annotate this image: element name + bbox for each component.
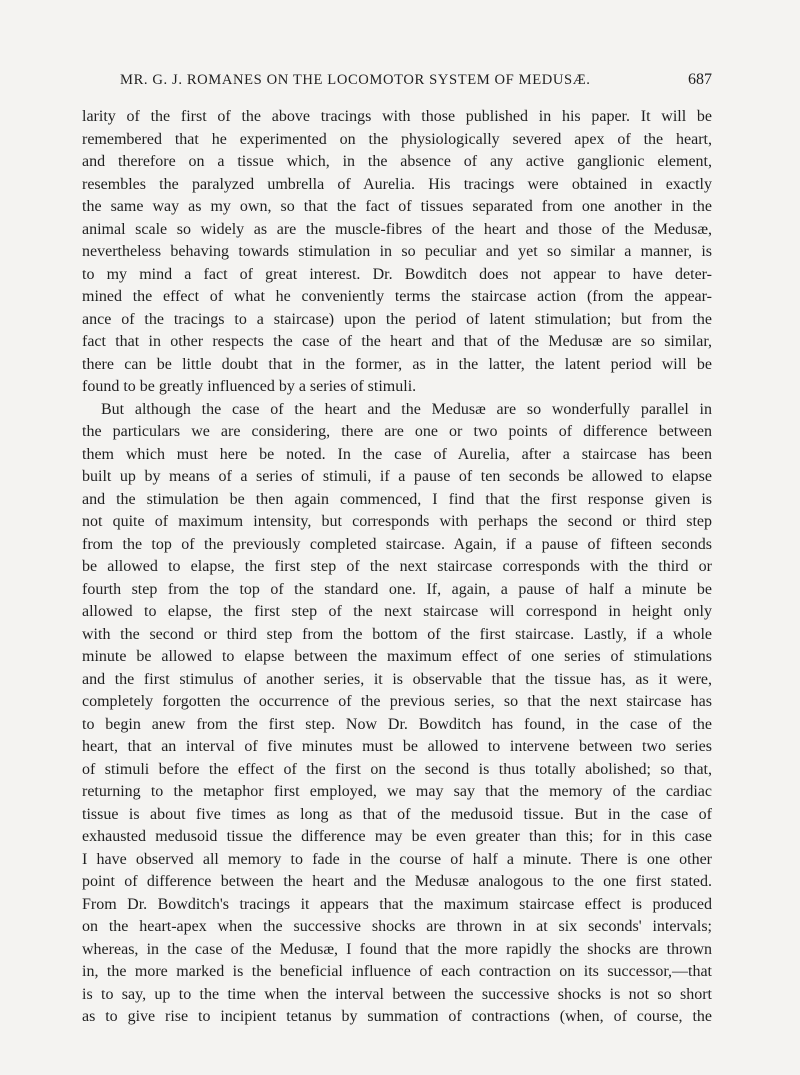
text-line: them which must here be noted. In the case of Aurelia, after a staircase has been [82, 445, 712, 463]
text-line: ance of the tracings to a staircase) upon the period of latent stimulation; but from the [82, 310, 712, 328]
text-line: point of difference between the heart and the Medusæ analogous to the one first stated. [82, 873, 712, 890]
text-line: and the first stimulus of another series, it is observable that the tissue has, as it were, [82, 670, 712, 688]
text-line: the same way as my own, so that the fact of tissues separated from one another in the [82, 198, 712, 215]
text-line: heart, that an interval of five minutes must be allowed to intervene between two series [82, 738, 712, 755]
text-line: from the top of the previously completed staircase. Again, if a pause of fifteen seconds [82, 535, 712, 553]
text-line: with the second or third step from the bottom of the first staircase. Lastly, if a whole [82, 625, 712, 643]
text-line: not quite of maximum intensity, but corresponds with perhaps the second or third step [82, 513, 712, 530]
text-line: From Dr. Bowditch's tracings it appears that the maximum staircase effect is produced [82, 895, 712, 913]
text-line: built up by means of a series of stimuli, if a pause of ten seconds be allowed to elapse [82, 468, 712, 485]
text-line: I have observed all memory to fade in the course of half a minute. There is one other [82, 850, 712, 868]
text-line: be allowed to elapse, the first step of the next staircase corresponds with the third or [82, 558, 712, 575]
body-text [82, 106, 712, 1029]
text-line: mined the effect of what he conveniently terms the staircase action (from the appear- [82, 288, 712, 305]
text-line: in, the more marked is the beneficial influence of each contraction on its successor,—that [82, 963, 712, 980]
text-line: exhausted medusoid tissue the difference may be even greater than this; for in this case [82, 828, 712, 845]
text-line: larity of the first of the above tracings with those published in his paper. It will be [82, 108, 712, 125]
text-line: But although the case of the heart and the Medusæ are so wonderfully parallel in [101, 400, 712, 418]
text-line: the particulars we are considering, there are one or two points of difference between [82, 423, 712, 440]
text-line: and the stimulation be then again commenced, I find that the first response given is [82, 490, 712, 508]
text-line: fact that in other respects the case of the heart and that of the Medusæ are so similar, [82, 333, 712, 350]
running-title: MR. G. J. ROMANES ON THE LOCOMOTOR SYSTEM OF MEDUSÆ. [120, 72, 591, 88]
text-line: whereas, in the case of the Medusæ, I found that the more rapidly the shocks are thrown [82, 940, 712, 958]
text-line: remembered that he experimented on the physiologically severed apex of the heart, [82, 130, 712, 148]
text-line: resembles the paralyzed umbrella of Aurelia. His tracings were obtained in exactly [82, 175, 712, 193]
text-line: returning to the metaphor first employed, we may say that the memory of the cardiac [82, 783, 712, 800]
text-line: tissue is about five times as long as that of the medusoid tissue. But in the case of [82, 805, 712, 823]
text-line: minute be allowed to elapse between the maximum effect of one series of stimulations [82, 648, 712, 665]
text-line: as to give rise to incipient tetanus by summation of contractions (when, of course, the [82, 1008, 712, 1025]
running-head [82, 72, 712, 96]
text-line: nevertheless behaving towards stimulation in so peculiar and yet so similar a manner, is [82, 243, 712, 260]
text-line: to my mind a fact of great interest. Dr. Bowditch does not appear to have deter- [82, 265, 712, 283]
text-line: allowed to elapse, the first step of the next staircase will correspond in height only [82, 603, 712, 620]
text-line: on the heart-apex when the successive shocks are thrown in at six seconds' intervals; [82, 918, 712, 935]
text-line: animal scale so widely as are the muscle-fibres of the heart and those of the Medusæ, [82, 220, 712, 238]
text-line: found to be greatly influenced by a series of stimuli. [82, 378, 417, 395]
text-line: there can be little doubt that in the former, as in the latter, the latent period will be [82, 355, 712, 373]
text-line: completely forgotten the occurrence of the previous series, so that the next staircase has [82, 693, 712, 710]
text-line: of stimuli before the effect of the first on the second is thus totally abolished; so that, [82, 760, 712, 778]
text-line: is to say, up to the time when the interval between the successive shocks is not so short [82, 985, 712, 1003]
text-line: and therefore on a tissue which, in the absence of any active ganglionic element, [82, 153, 712, 170]
text-line: to begin anew from the first step. Now Dr. Bowditch has found, in the case of the [82, 715, 712, 733]
text-line: fourth step from the top of the standard one. If, again, a pause of half a minute be [82, 580, 712, 598]
page-number: 687 [688, 71, 712, 88]
